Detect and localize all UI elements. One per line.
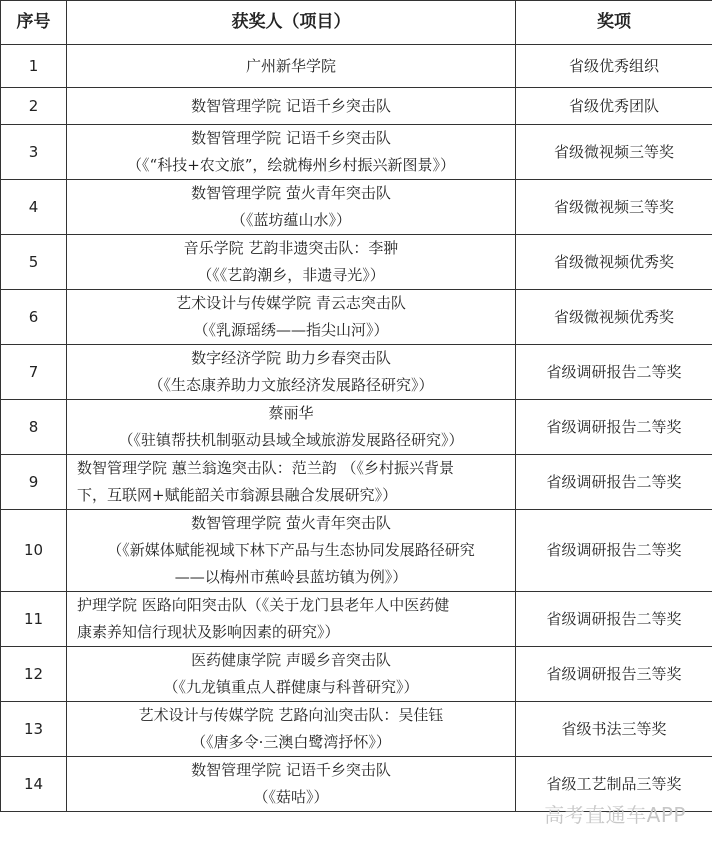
winner-cell [67, 757, 516, 812]
winner-line: （《《艺韵潮乡，非遗寻光》） [197, 266, 385, 284]
award-cell: 省级调研报告二等奖 [516, 400, 712, 455]
row-number: 6 [1, 290, 67, 345]
winner-line: （《唐多令·三澳白鹭湾抒怀》） [191, 733, 391, 751]
row-number: 12 [1, 647, 67, 702]
award-cell: 省级优秀团队 [516, 88, 712, 125]
winner-line: （《生态康养助力文旅经济发展路径研究》） [148, 376, 434, 394]
table-row [1, 400, 712, 455]
table-row [1, 647, 712, 702]
winner-line: 护理学院 医路向阳突击队（《关于龙门县老年人中医药健 [77, 596, 450, 614]
table-row [1, 592, 712, 647]
award-cell: 省级调研报告二等奖 [516, 592, 712, 647]
winner-line: 数智管理学院 萤火青年突击队 [191, 184, 391, 202]
row-number: 14 [1, 757, 67, 812]
award-cell: 省级调研报告二等奖 [516, 510, 712, 592]
award-cell: 省级微视频优秀奖 [516, 235, 712, 290]
row-number: 3 [1, 125, 67, 180]
winner-line: （《九龙镇重点人群健康与科普研究》） [163, 678, 419, 696]
row-number: 13 [1, 702, 67, 757]
winner-cell [67, 510, 516, 592]
winner-line: 广州新华学院 [245, 56, 336, 75]
winner-line: （《蓝坊蕴山水》） [230, 211, 351, 229]
winner-cell [67, 125, 516, 180]
winner-line: 数智管理学院 记语千乡突击队 [191, 129, 391, 147]
row-number: 1 [1, 45, 67, 88]
winner-line: 蔡丽华 [268, 404, 314, 422]
winner-cell [67, 455, 516, 510]
winner-line: 数智管理学院 记语千乡突击队 [191, 761, 391, 779]
winner-line: 数智管理学院 蕙兰翁逸突击队：范兰韵 （《乡村振兴背景 [77, 459, 455, 477]
header-row [1, 1, 712, 45]
row-number: 10 [1, 510, 67, 592]
award-cell: 省级调研报告二等奖 [516, 345, 712, 400]
row-number: 4 [1, 180, 67, 235]
winner-line: ——以梅州市蕉岭县蓝坊镇为例》） [174, 568, 408, 586]
row-number: 11 [1, 592, 67, 647]
winner-cell [67, 290, 516, 345]
header-award: 奖项 [516, 1, 712, 45]
award-cell: 省级书法三等奖 [516, 702, 712, 757]
winner-line: 数智管理学院 记语千乡突击队 [191, 96, 391, 115]
winner-cell [67, 702, 516, 757]
winner-cell [67, 592, 516, 647]
winner-line: （《新媒体赋能视域下林下产品与生态协同发展路径研究 [107, 541, 475, 559]
winner-cell [67, 88, 516, 125]
winner-cell [67, 45, 516, 88]
winner-cell [67, 235, 516, 290]
header-winner: 获奖人（项目） [67, 1, 516, 45]
winner-line: （《驻镇帮扶机制驱动县域全域旅游发展路径研究》） [118, 431, 464, 449]
winner-line: 医药健康学院 声暖乡音突击队 [191, 651, 391, 669]
winner-line: 下，互联网+赋能韶关市翁源县融合发展研究》） [77, 486, 398, 504]
header-no: 序号 [1, 1, 67, 45]
winner-line: （《菇咕》） [253, 788, 329, 806]
award-cell: 省级微视频三等奖 [516, 125, 712, 180]
table-row [1, 702, 712, 757]
winner-line: 康素养知信行现状及影响因素的研究》） [77, 623, 340, 641]
table-row [1, 235, 712, 290]
row-number: 7 [1, 345, 67, 400]
winner-line: 音乐学院 艺韵非遗突击队：李翀 [183, 239, 399, 257]
winner-line: 艺术设计与传媒学院 艺路向汕突击队：吴佳钰 [138, 706, 444, 724]
award-cell: 省级微视频优秀奖 [516, 290, 712, 345]
table-row [1, 455, 712, 510]
award-cell: 省级调研报告二等奖 [516, 455, 712, 510]
table-row [1, 757, 712, 812]
award-cell: 省级调研报告三等奖 [516, 647, 712, 702]
table-row [1, 345, 712, 400]
winner-line: 数字经济学院 助力乡春突击队 [191, 349, 391, 367]
row-number: 8 [1, 400, 67, 455]
winner-line: （《“科技+农文旅”，绘就梅州乡村振兴新图景》） [127, 156, 455, 174]
table-row [1, 510, 712, 592]
watermark: 高考直通车APP [544, 803, 686, 827]
winner-cell [67, 647, 516, 702]
award-cell: 省级工艺制品三等奖 [516, 757, 712, 812]
winner-line: 数智管理学院 萤火青年突击队 [191, 514, 391, 532]
row-number: 2 [1, 88, 67, 125]
award-cell: 省级优秀组织 [516, 45, 712, 88]
winner-line: （《乳源瑶绣——指尖山河》） [193, 321, 389, 339]
award-cell: 省级微视频三等奖 [516, 180, 712, 235]
table-row [1, 88, 712, 125]
table-row [1, 45, 712, 88]
row-number: 5 [1, 235, 67, 290]
table-row [1, 180, 712, 235]
winner-cell [67, 400, 516, 455]
winner-cell [67, 345, 516, 400]
winner-cell [67, 180, 516, 235]
winner-line: 艺术设计与传媒学院 青云志突击队 [176, 294, 406, 312]
table-row [1, 290, 712, 345]
table-row [1, 125, 712, 180]
row-number: 9 [1, 455, 67, 510]
